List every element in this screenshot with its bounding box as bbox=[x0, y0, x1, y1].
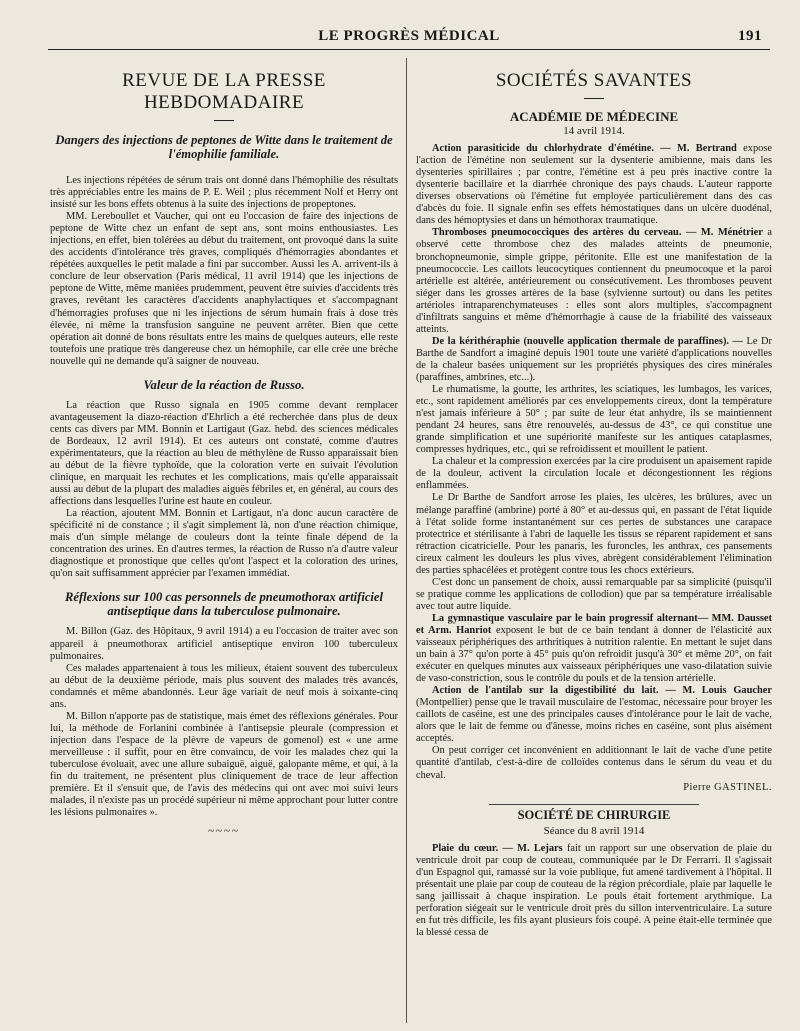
report-vascular-gymnastics bbox=[416, 613, 772, 685]
report-text: exposent le but de ce bain tendant à donner de l'élasticité aux vaisseaux périphériques des arthritiques à nutrition ralentie. En mettant le sujet dans un bain à 37° qu'on porte à 45° puis qu'on refroidit jusqu'à 30° et même 20°, on fait exécuter en quelques minutes aux vaisseaux périphériques une vaso-dilatation suivie de vaso-constriction, sous le contrôle du pouls et de la tension artérielle. bbox=[416, 624, 772, 685]
report-emetine bbox=[416, 143, 772, 227]
end-flourish: ~~~~ bbox=[208, 825, 240, 838]
press-review-title: REVUE DE LA PRESSE HEBDOMADAIRE bbox=[122, 70, 326, 113]
paragraph: La chaleur et la compression exercées par la cire produisent un apaisement rapide de la douleur, activent la circulation locale et décongestionnent les régions enflammées. bbox=[416, 456, 772, 492]
paragraph: Ces malades appartenaient à tous les milieux, étaient souvent des tuberculeux au début de la deuxième période, mais plus souvent des malades très avancés, condamnés et même abandonnés. Leur âge variait de neuf mois à soixante-cinq ans. bbox=[50, 662, 398, 710]
learned-societies-title: SOCIÉTÉS SAVANTES bbox=[495, 70, 693, 91]
paragraph: C'est donc un pansement de choix, aussi remarquable par sa simplicité (puisqu'il se pratique comme les applications de collodion) que par sa température irréalisable avec tout autre liquide. bbox=[416, 576, 772, 612]
report-text: Le Dr Barthe de Sandfort a imaginé depuis 1901 toute une variété d'applications nouvelles de la chaleur basées uniquement sur les propriétés physiques des cires minérales (paraffines, ambrines, etc...). bbox=[416, 335, 772, 383]
academy-title: ACADÉMIE DE MÉDECINE bbox=[509, 109, 679, 124]
report-lead: De la kérithéraphie (nouvelle application thermale de paraffines). — bbox=[432, 335, 743, 347]
page-number: 191 bbox=[738, 28, 762, 44]
paragraph: Le Dr Barthe de Sandfort arrose les plaies, les ulcères, les brûlures, avec un mélange paraffiné (ambrine) porté à 80° et au-dessus qui, en passant de l'état liquide à l'état solide forme instantanément sur ces pertes de substances une carapace protectrice et stérilisante à l'abri de laquelle les tissus se réparent rapidement et sans rétraction cicatricielle. Pour les panaris, les furoncles, les anthrax, ces pansements cireux calment les douleurs les plus vives, abrègent considérablement l'élimination des parties sphacélées et protègent contre tous les chocs extérieurs. bbox=[416, 492, 772, 576]
article-title-peptones: Dangers des injections de peptones de Witte dans le traitement de l'émophilie familiale. bbox=[55, 133, 393, 161]
report-thromboses bbox=[416, 227, 772, 335]
paragraph: MM. Lereboullet et Vaucher, qui ont eu l'occasion de faire des injections de peptone de Witte chez un enfant de sept ans, sont moins enthousiastes. Les injections, en effet, bien tolérées au début du traitement, ont provoqué dans la suite des accidents d'intolérance très graves, compliqués d'hémorragies abondantes et répétées auxquelles le petit malade a fini par succomber. Aussi les A. arrivent-ils à conclure de leur observation (Paris médical, 11 avril 1914) que les injections de peptone de Witte, même maniées prudemment, peuvent être suivies d'accidents très graves, revêtant les caractères d'accidents anaphylactiques et s'accompagnant d'hémorragies profuses que ni les injections de sérum humain frais à dose très élevée, ni même la transfusion sanguine ne peuvent arrêter. Bien que cette opération ait donné de bons résultats entre les mains de quelques auteurs, elle reste toutefois une pratique très dangereuse chez un hémophile, car elle crée une brèche nouvelle qui ne demande qu'à saigner de nouveau. bbox=[50, 211, 398, 367]
left-column bbox=[50, 56, 398, 837]
paragraph: La réaction, ajoutent MM. Bonnin et Lartigaut, n'a donc aucun caractère de spécificité ni de constance ; il s'agit simplement là, non d'une réaction chimique, mais d'un simple mélange de couleurs dont la teinte finale dépend de la concentration des urines. En d'autres termes, la réaction de Russo n'a d'autre valeur diagnostique et pronostique que celles qu'ont l'aspect et la coloration des urines, qu'on sait suffisamment apprécier par l'examen immédiat. bbox=[50, 508, 398, 580]
paragraph: M. Billon n'apporte pas de statistique, mais émet des réflexions générales. Pour lui, la méthode de Forlanini combinée à l'antisepsie pleurale (compression et injection dans l'espace de la plèvre de vapeurs de gomenol) est « une arme merveilleuse : il suffit, pour en être convaincu, de voir les malades chez qui la tuberculose évoluait, avec une allure subaiguë, aiguë, galopante même, et qui, à la fin du traitement, ne présentent plus cliniquement de trace de leur affection première. Et il s'ensuit que, de l'avis des médecins qui ont avec moi suivi leurs malades, il n'existe pas un procédé supérieur ni même approchant pour lutter contre les lésions pulmonaires ». bbox=[50, 710, 398, 819]
report-text: expose l'action de l'émétine non seulement sur la dysenterie amibienne, mais dans les dysenteries spirillaires ; par contre, l'émétine est à peu près inactive contre la dysenterie bacillaire et la diarrhée chronique des pays chauds. L'auteur rapporte diverses observations où l'émétine fut employée particulièrement dans des cas d'abcès du foie. Il signale enfin ses effets hémostatiques dans un ulcère duodénal, dans des hémoptysies et dans un hémothorax traumatique. bbox=[416, 143, 772, 227]
header-rule bbox=[48, 49, 770, 50]
paragraph: On peut corriger cet inconvénient en additionnant le lait de vache d'une petite quantité d'antilab, c'est-à-dire de colloïdes contenus dans le sérum du veau et du cheval. bbox=[416, 745, 772, 781]
report-text: (Montpellier) pense que le travail musculaire de l'estomac, nécessaire pour broyer les caillots de caséine, est une des principales causes d'intolérance pour le lait de vache, alors que le lait de femme ou d'ânesse, moins riches en caséine, sont plus aisément acceptés. bbox=[416, 697, 772, 745]
report-lead: La gymnastique vasculaire par le bain progressif alternant— MM. Dausset et Arm. Hanriot bbox=[416, 612, 772, 636]
surgery-date: Séance du 8 avril 1914 bbox=[543, 824, 645, 837]
report-text: fait un rapport sur une observation de plaie du ventricule droit par coup de couteau, communiquée par le Dr Ferrarri. Il s'agissait d'un Espagnol qui, ramassé sur la voie publique, fut amené tardivement à l'hôpital. Il présentait une plaie par coup de couteau de la région précordiale, plaie par laquelle le sang jaillissait à chaque inspiration. Le pouls était fortement arythmique. La perforation siégeait sur le ventricule droit près du sillon interventriculaire. La suture en fut très difficile, les fils ayant plusieurs fois coupé. A peine était-elle terminée que la blessé cessa de bbox=[416, 842, 772, 939]
article-title-russo: Valeur de la réaction de Russo. bbox=[143, 377, 305, 392]
report-lead: Thromboses pneumococciques des artères du cerveau. — M. Ménétrier bbox=[432, 227, 763, 239]
report-lead: Action parasiticide du chlorhydrate d'émétine. — M. Bertrand bbox=[432, 143, 737, 155]
article-title-pneumothorax: Réflexions sur 100 cas personnels de pneumothorax artificiel antiseptique dans la tuberculose pulmonaire. bbox=[64, 590, 383, 619]
report-lead: Action de l'antilab sur la digestibilité du lait. — M. Louis Gaucher bbox=[432, 685, 772, 697]
paragraph: La réaction que Russo signala en 1905 comme devant remplacer avantageusement la diazo-réaction d'Ehrlich a été recherchée dans plus de deux cents cas divers par MM. Bonnin et Lartigaut (Gaz. hebd. des sciences médicales de Bordeaux, 12 avril 1914). Et ces auteurs ont constaté, comme d'autres expérimentateurs, que la réaction au bleu de méthylène de Russo apparaissait bien au début de la fièvre typhoïde, que la coloration verte en suivait l'évolution clinique, en marquait les rechutes et les complications, mais qu'elle apparaissait aussi au début de la plupart des maladies aiguës fébriles et, en général, au cours des affections dans lesquelles l'urine est haute en couleur. bbox=[50, 399, 398, 508]
title-dash bbox=[584, 98, 604, 99]
paragraph: Le rhumatisme, la goutte, les arthrites, les sciatiques, les lumbagos, les varices, etc., sont rapidement améliorés par ces enveloppements cireux, dont la température n'est jamais inférieure à 50° ; par suite de leur état anhydre, ils se maintiennent pendant 24 heures, sans être renouvelés, au-dessus de 43°, ce qui constitue une grande simplification et une supériorité manifeste sur les antiques cataplasmes, compresses hydriques, etc., qui se refroidissent et mouillent le patient. bbox=[416, 384, 772, 456]
report-heart-wound bbox=[416, 843, 772, 939]
report-antilab bbox=[416, 685, 772, 745]
surgery-society-title: SOCIÉTÉ DE CHIRURGIE bbox=[489, 804, 699, 821]
title-dash bbox=[214, 120, 234, 121]
report-lead: Plaie du cœur. — M. Lejars bbox=[432, 842, 563, 854]
paragraph: Les injections répétées de sérum trais ont donné dans l'hémophilie des résultats très appréciables entre les mains de P. E. Weil ; plus récemment Nolf et Herry ont insisté sur les bons effets obtenus à la suite des injections de propeptones. bbox=[50, 175, 398, 211]
academy-date: 14 avril 1914. bbox=[563, 125, 625, 138]
running-header bbox=[48, 28, 770, 48]
right-column bbox=[416, 56, 772, 939]
paragraph: M. Billon (Gaz. des Hôpitaux, 9 avril 1914) a eu l'occasion de traiter avec son appareil à pneumothorax artificiel antiseptique environ 100 tuberculeux pulmonaires. bbox=[50, 626, 398, 662]
report-keritherapy bbox=[416, 336, 772, 384]
column-divider bbox=[406, 58, 407, 1023]
report-text: a observé cette thrombose chez des malades atteints de pneumonie, bronchopneumonie, simple grippe, péritonite. Elle est une manifestation de la pneumococcie. Les caillots leucocytiques contiennent du pneumocoque et la paroi artérielle est altérée, antérieurement ou consécutivement. Les thromboses peuvent siéger dans les grosses artères de la base (sylvienne surtout) ou dans les petites artérioles intraparenchymateuses : elles sont alors multiples, s'accompagnent d'infiltrats sanguins et même d'hémorrhagie à cause de la friabilité des vaisseaux atteints. bbox=[416, 227, 772, 335]
signature: Pierre GASTINEL. bbox=[683, 781, 772, 793]
journal-title: LE PROGRÈS MÉDICAL bbox=[318, 28, 500, 44]
